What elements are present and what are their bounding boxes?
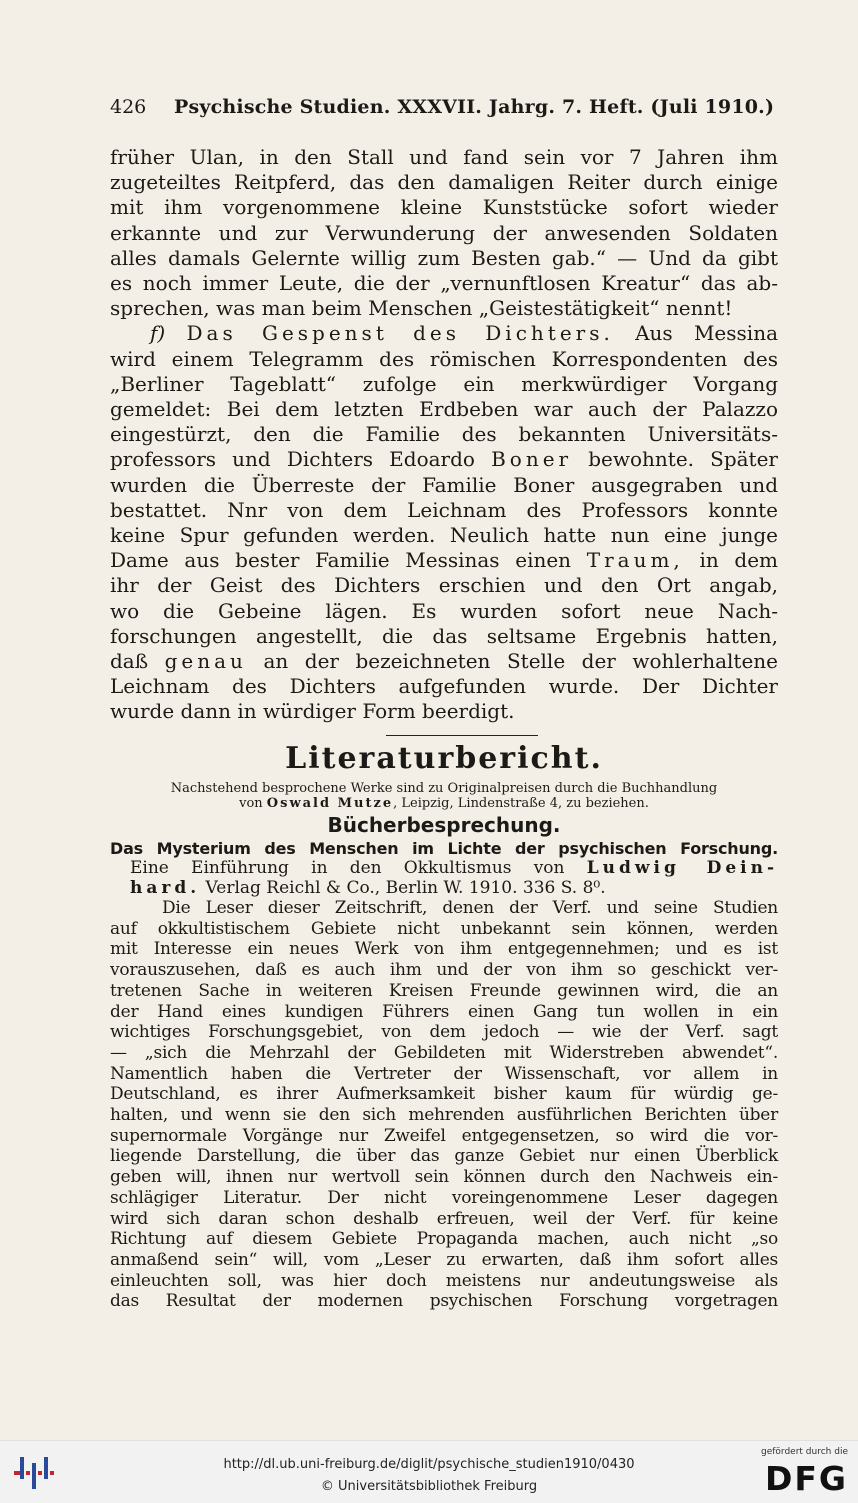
- text-line: forschungen angestellt, die das seltsame Ergebnis hatten,: [110, 623, 778, 648]
- text-line: gemeldet: Bei dem letzten Erdbeben war auch der Palazzo: [110, 397, 778, 422]
- text-line: halten, und wenn sie den sich mehrenden ausführlichen Berichten über: [110, 1105, 778, 1126]
- viewer-footer: [0, 1440, 858, 1503]
- author-name: hard.: [130, 878, 201, 898]
- author-name: Ludwig Dein-: [586, 858, 779, 878]
- text-span: daß: [110, 649, 149, 674]
- text-line: vorauszusehen, daß es auch ihm und der von ihm so geschickt ver-: [110, 960, 778, 981]
- text-span: von: [239, 796, 263, 811]
- text-span: in dem: [699, 548, 778, 573]
- text-line: [130, 878, 778, 898]
- text-line: anmaßend sein“ will, vom „Leser zu erwarten, daß ihm sofort alles: [110, 1249, 778, 1270]
- text-line: wird sich daran schon deshalb erfreuen, weil der Verf. für keine: [110, 1208, 778, 1229]
- copyright-notice: © Universitätsbibliothek Freiburg: [320, 1479, 538, 1494]
- text-span: Dame aus bester Familie Messinas einen: [110, 548, 572, 573]
- text-line: „Berliner Tageblatt“ zufolge ein merkwürdiger Vorgang: [110, 371, 778, 396]
- text-line: erkannte und zur Verwunderung der anwesenden Soldaten: [110, 220, 778, 245]
- source-url-link[interactable]: http://dl.ub.uni-freiburg.de/diglit/psychische_studien1910/0430: [223, 1457, 635, 1472]
- subsection-title: Bücherbesprechung.: [327, 813, 561, 837]
- text-line: Deutschland, es ihrer Aufmerksamkeit bisher kaum für würdig ge-: [110, 1084, 778, 1105]
- text-line: [110, 447, 778, 472]
- text-line: liegende Darstellung, die über das ganze Gebiet nur einen Überblick: [110, 1146, 778, 1167]
- text-line: tretenen Sache in weiteren Kreisen Freunde gewinnen wird, die an: [110, 980, 778, 1001]
- sponsor-label: gefördert durch die: [761, 1447, 848, 1457]
- emphasized-name: Boner: [491, 447, 573, 472]
- item-label: f): [150, 321, 166, 346]
- text-line: wurden die Überreste der Familie Boner ausgegraben und: [110, 472, 778, 497]
- section-title: Literaturbericht.: [285, 741, 603, 776]
- text-line: bestattet. Nnr von dem Leichnam des Professors konnte: [110, 497, 778, 522]
- text-line: keine Spur gefunden werden. Neulich hatte nun eine junge: [110, 523, 778, 548]
- bookseller-notice: Nachstehend besprochene Werke sind zu Originalpreisen durch die Buchhandlung: [170, 781, 718, 796]
- text-line: mit ihm vorgenommene kleine Kunststücke sofort wieder: [110, 195, 778, 220]
- text-line: Richtung auf diesem Gebiete Propaganda machen, auch nicht „so: [110, 1229, 778, 1250]
- item-heading-line: [110, 321, 778, 346]
- text-line: früher Ulan, in den Stall und fand sein vor 7 Jahren ihm: [110, 145, 778, 169]
- text-line: schlägiger Literatur. Der nicht voreingenommene Leser dagegen: [110, 1187, 778, 1208]
- text-line: zugeteiltes Reitpferd, das den damaligen Reiter durch einige: [110, 170, 778, 195]
- text-span: an der bezeichneten Stelle der wohlerhaltene: [263, 649, 779, 674]
- text-line: wo die Gebeine lägen. Es wurden sofort neue Nach-: [110, 598, 778, 623]
- text-line: [110, 548, 778, 573]
- text-line: sprechen, was man beim Menschen „Geistestätigkeit“ nennt!: [110, 296, 733, 321]
- text-line: es noch immer Leute, die der „vernunftlosen Kreatur“ das ab-: [110, 271, 778, 296]
- text-span: professors und Dichters Edoardo: [110, 447, 475, 472]
- book-info: [130, 858, 778, 898]
- text-line: supernormale Vorgänge nur Zweifel entgegensetzen, so wird die vor-: [110, 1125, 778, 1146]
- emphasized-word: genau: [164, 649, 247, 674]
- text-line: [110, 649, 778, 674]
- running-head: [110, 96, 778, 126]
- running-title: Psychische Studien. XXXVII. Jahrg. 7. Heft. (Juli 1910.): [174, 96, 775, 118]
- text-line: wichtiges Forschungsgebiet, von dem jedoch — wie der Verf. sagt: [110, 1022, 778, 1043]
- text-line: [130, 858, 778, 878]
- page-number: 426: [110, 96, 147, 118]
- text-line: Die Leser dieser Zeitschrift, denen der Verf. und seine Studien: [162, 898, 778, 918]
- text-line: das Resultat der modernen psychischen Forschung vorgetragen: [110, 1291, 778, 1312]
- text-line: wurde dann in würdiger Form beerdigt.: [110, 699, 515, 724]
- text-line: wird einem Telegramm des römischen Korrespondenten des: [110, 346, 778, 371]
- text-span: bewohnte. Später: [588, 447, 778, 472]
- section-divider: [386, 735, 538, 736]
- text-line: mit Interesse ein neues Werk von ihm entgegennehmen; und es ist: [110, 939, 778, 960]
- article-text: [110, 145, 778, 725]
- text-line: eingestürzt, den die Familie des bekannten Universitäts-: [110, 422, 778, 447]
- text-line: ihr der Geist des Dichters erschien und den Ort angab,: [110, 573, 778, 598]
- text-line: auf okkultistischem Gebiete nicht unbekannt sein können, werden: [110, 918, 778, 939]
- bookseller-name: Oswald Mutze: [266, 796, 394, 811]
- text-span: Eine Einführung in den Okkultismus von: [130, 858, 565, 878]
- text-line: Namentlich haben die Vertreter der Wissenschaft, vor allem in: [110, 1063, 778, 1084]
- text-line: der Hand eines kundigen Führers einen Gang tun wollen in ein: [110, 1001, 778, 1022]
- book-title: Das Mysterium des Menschen im Lichte der psychischen Forschung.: [110, 839, 778, 858]
- text-line: alles damals Gelernte willig zum Besten gab.“ — Und da gibt: [110, 245, 778, 270]
- text-span: , Leipzig, Lindenstraße 4, zu beziehen.: [393, 796, 649, 811]
- emphasized-word: Traum,: [586, 548, 684, 573]
- text-line: einleuchten soll, was hier doch meistens nur andeutungsweise als: [110, 1270, 778, 1291]
- review-text: [110, 898, 778, 1312]
- text-line: geben will, ihnen nur wertvoll sein können durch den Nachweis ein-: [110, 1167, 778, 1188]
- item-text: Aus Messina: [635, 321, 778, 346]
- text-span: Verlag Reichl & Co., Berlin W. 1910. 336 S. 8⁰.: [205, 878, 606, 898]
- text-line: — „sich die Mehrzahl der Gebildeten mit Widerstreben abwendet“.: [110, 1042, 778, 1063]
- dfg-logo[interactable]: DFG: [764, 1459, 848, 1498]
- bookseller-notice-line-2: [110, 796, 778, 812]
- text-line: Leichnam des Dichters aufgefunden wurde. Der Dichter: [110, 674, 778, 699]
- item-title: Das Gespenst des Dichters.: [186, 321, 614, 346]
